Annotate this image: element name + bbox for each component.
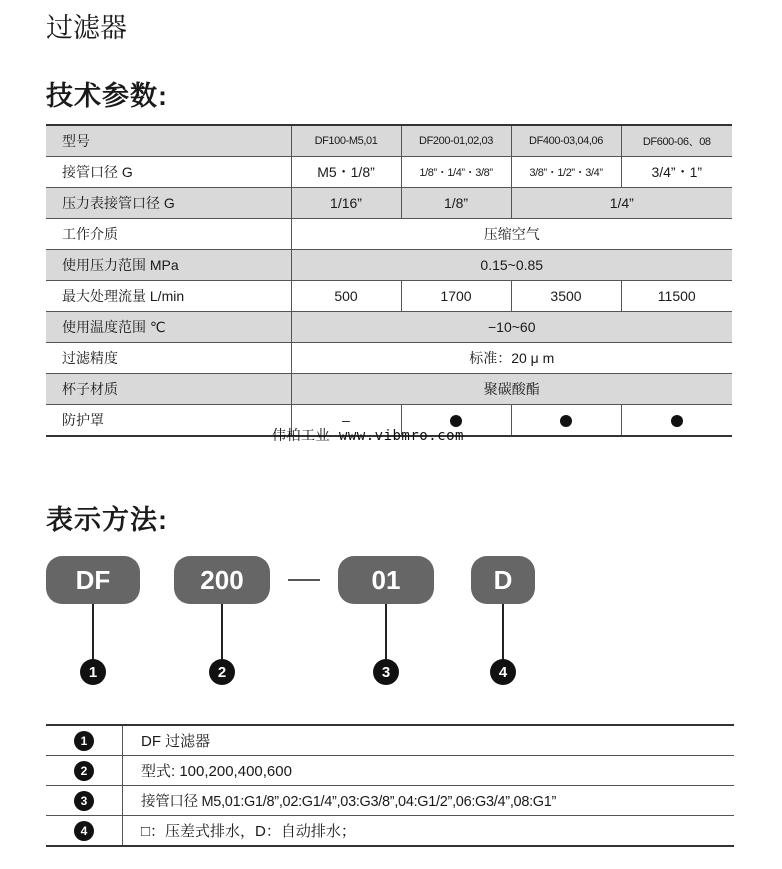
table-cell: −10~60 [291,312,732,343]
table-row [46,374,732,405]
marker-badge: 3 [373,659,399,685]
marker-badge: 1 [74,731,94,751]
table-cell: 3500 [511,281,621,312]
table-cell: 1/8” [401,188,511,219]
legend-table [46,724,734,847]
spec-table [46,124,732,437]
row-label: 过滤精度 [46,343,291,374]
marker-badge: 2 [74,761,94,781]
marker-badge: 3 [74,791,94,811]
table-row [46,725,734,756]
legend-text: 型式: 100,200,400,600 [123,756,735,786]
marker-badge: 2 [209,659,235,685]
code-separator [288,579,320,581]
specs-section-title: 技术参数: [46,81,168,111]
table-cell: 聚碳酸酯 [291,374,732,405]
legend-text: DF 过滤器 [123,725,735,756]
table-cell: 11500 [621,281,732,312]
table-row [46,756,734,786]
row-label: 最大处理流量 L/min [46,281,291,312]
row-label: 杯子材质 [46,374,291,405]
leader-line [221,604,223,660]
row-label: 工作介质 [46,219,291,250]
code-segment-series: DF [46,556,140,604]
page-title: 过滤器 [46,13,127,43]
table-row [46,250,732,281]
row-label: 压力表接管口径 G [46,188,291,219]
leader-line [92,604,94,660]
table-cell: 压缩空气 [291,219,732,250]
table-row [46,816,734,847]
model-header: DF400-03,04,06 [511,125,621,157]
table-cell: 标准：20 μ m [291,343,732,374]
table-cell: 3/4”・1” [621,157,732,188]
table-cell [621,405,732,437]
table-cell: 3/8”・1/2”・3/4” [511,157,621,188]
model-header: DF100-M5,01 [291,125,401,157]
watermark: 伟柏工业 www.vibmro.com [272,428,464,444]
legend-text: □：压差式排水，D：自动排水； [123,816,735,847]
table-cell: 1/8”・1/4”・3/8” [401,157,511,188]
table-row [46,188,732,219]
filled-dot-icon [560,415,572,427]
table-cell: 1700 [401,281,511,312]
table-row [46,157,732,188]
model-header: DF200-01,02,03 [401,125,511,157]
table-row [46,312,732,343]
table-row [46,343,732,374]
code-segment-type: 200 [174,556,270,604]
marker-badge: 4 [74,821,94,841]
table-cell: 0.15~0.85 [291,250,732,281]
row-label: 型号 [46,125,291,157]
row-label: 防护罩 [46,405,291,437]
table-row [46,786,734,816]
row-label: 使用压力范围 MPa [46,250,291,281]
table-cell: 1/4” [511,188,732,219]
filled-dot-icon [671,415,683,427]
table-row [46,219,732,250]
table-cell: M5・1/8” [291,157,401,188]
table-cell: 1/16” [291,188,401,219]
table-row [46,125,732,157]
marker-badge: 4 [490,659,516,685]
table-row [46,281,732,312]
row-label: 接管口径 G [46,157,291,188]
code-segment-drain: D [471,556,535,604]
marker-badge: 1 [80,659,106,685]
model-header: DF600-06、08 [621,125,732,157]
legend-text: 接管口径 M5,01:G1/8”,02:G1/4”,03:G3/8”,04:G1/2”,06:G3/4”,08:G1” [123,786,735,816]
table-cell: 500 [291,281,401,312]
table-cell: – [291,405,401,437]
leader-line [385,604,387,660]
leader-line [502,604,504,660]
notation-section-title: 表示方法: [46,505,168,535]
row-label: 使用温度范围 ℃ [46,312,291,343]
code-segment-port: 01 [338,556,434,604]
table-cell [511,405,621,437]
